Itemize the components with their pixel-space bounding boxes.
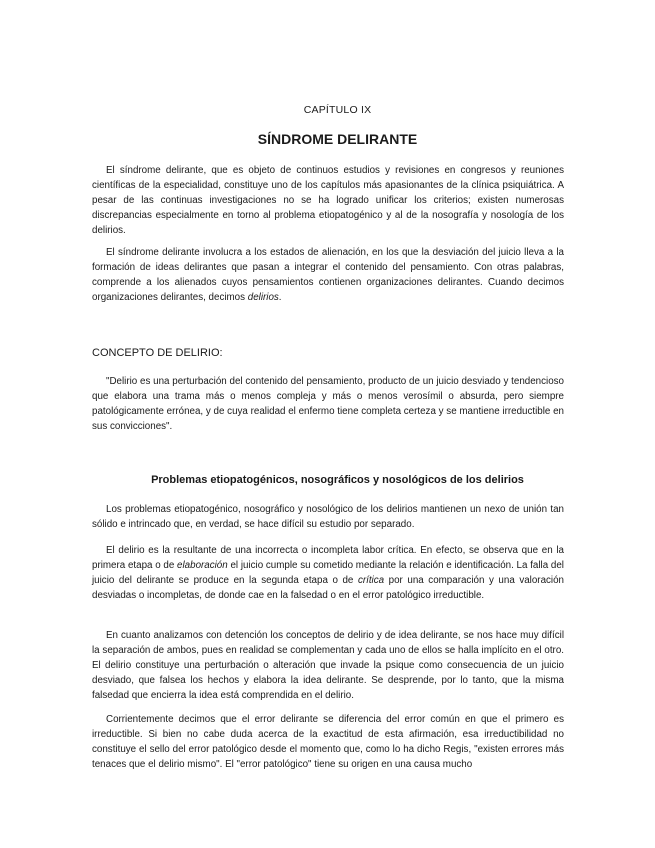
intro-paragraph-2-end: . — [278, 292, 282, 303]
concept-heading: CONCEPTO DE DELIRIO: — [92, 347, 223, 359]
concept-quote: "Delirio es una perturbación del contenido del pensamiento, producto de un juicio desviado y tendencioso que elabora una trama más o menos compleja y más o menos verosímil o absurda, pero siempre patológicamente errónea, y de cuya realidad el enfermo tiene completa certeza y se mantiene irreductible en sus convicciones". — [92, 376, 564, 432]
problems-paragraph-2-em2: crítica — [357, 575, 385, 586]
problems-paragraph-2-a: El delirio es la resultante de una incorrecta o incompleta labor crítica. En efecto, se observa que en la primera etapa o de — [92, 545, 564, 571]
intro-paragraph-2 — [92, 245, 564, 305]
problems-paragraph-1: Los problemas etiopatogénico, nosográfico y nosológico de los delirios mantienen un nexo de unión tan sólido e intrincado que, en verdad, se hace difícil su estudio por separado. — [92, 504, 564, 530]
problems-paragraph-3: En cuanto analizamos con detención los conceptos de delirio y de idea delirante, se nos hace muy difícil la separación de ambos, pues en realidad se complementan y cada uno de ellos se halla implícito en el otro. El delirio constituye una perturbación o alteración que invade la psique como consecuencia de un juicio desviado, que falsea los hechos y elabora la idea delirante. Se desprende, por lo tanto, que la misma falsedad que encierra la idea está comprendida en el delirio. — [92, 630, 564, 701]
problems-heading: Problemas etiopatogénicos, nosográficos y nosológicos de los delirios — [151, 474, 524, 486]
chapter-title: SÍNDROME DELIRANTE — [257, 131, 418, 147]
chapter-label: CAPÍTULO IX — [303, 104, 372, 116]
problems-paragraph-2 — [92, 543, 564, 603]
intro-paragraph-2-text: El síndrome delirante involucra a los estados de alienación, en los que la desviación del juicio lleva a la formación de ideas delirantes que pasan a integrar el contenido del pensamiento. Con otras palabras, comprende a los alienados cuyos pensamientos contienen organizaciones delirantes. Cuando decimos organizaciones delirantes, decimos — [92, 247, 564, 303]
problems-paragraph-2-b: el juicio cumple su cometido mediante la relación e identificación. La falla del juicio del delirante se produce en la segunda etapa o de — [92, 560, 564, 586]
problems-paragraph-2-em1: elaboración — [177, 560, 228, 571]
problems-paragraph-2-c: por una comparación y una valoración desviadas o incompletas, de donde cae en la falsedad o en el error patológico irreductible. — [92, 575, 564, 601]
intro-paragraph-2-emphasis: delirios — [247, 292, 279, 303]
problems-paragraph-4: Corrientemente decimos que el error delirante se diferencia del error común en que el primero es irreductible. Si bien no cabe duda acerca de la exactitud de esta afirmación, esa irreductibilidad no constituye el sello del error patológico desde el momento que, como lo ha dicho Regis, "existen errores más tenaces que el delirio mismo". El "error patológico" tiene su origen en una causa mucho — [92, 714, 564, 770]
intro-paragraph-1: El síndrome delirante, que es objeto de continuos estudios y revisiones en congresos y reuniones científicas de la especialidad, constituye uno de los capítulos más apasionantes de la clínica psiquiátrica. A pesar de las continuas investigaciones no se ha logrado unificar los criterios; existen numerosas discrepancias especialmente en torno al problema etiopatogénico y al de la nosografía y nosología de los delirios. — [92, 165, 564, 236]
